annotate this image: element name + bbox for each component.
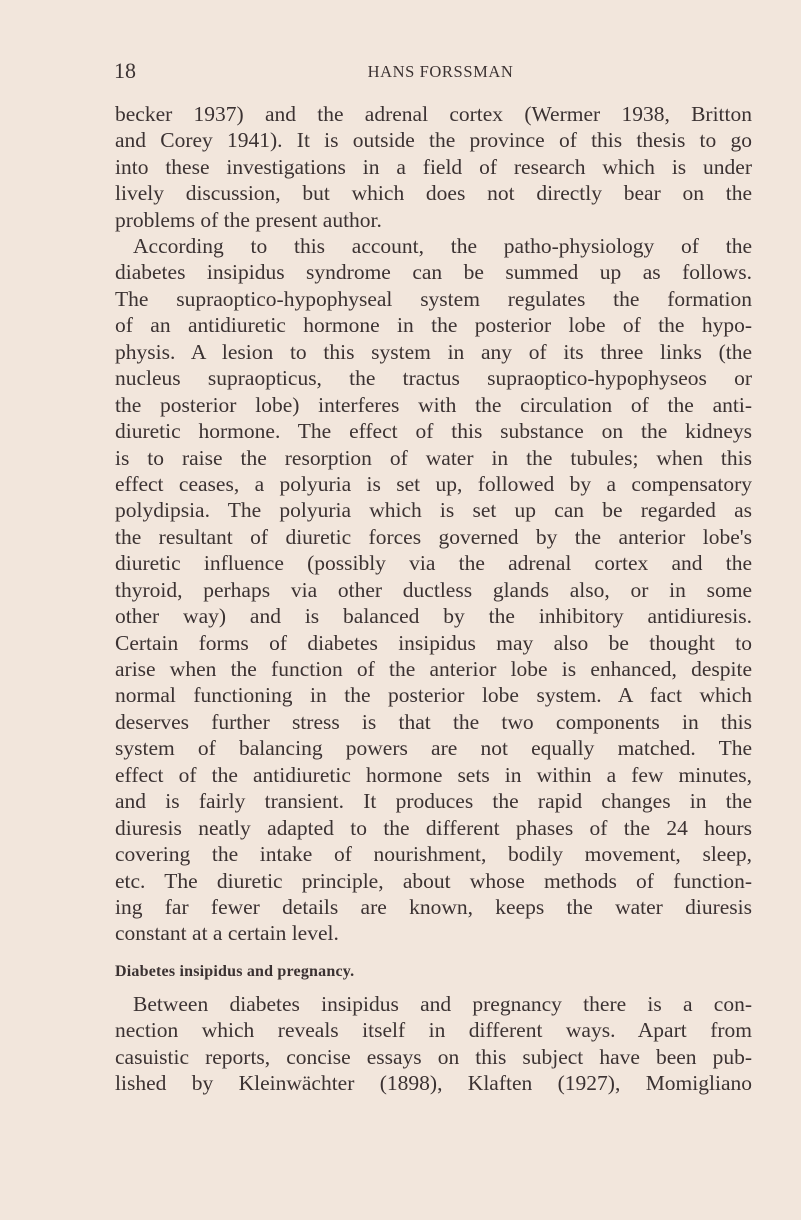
text-line: lished by Kleinwächter (1898), Klaften (1927), Momigliano bbox=[115, 1071, 752, 1096]
text-line: arise when the function of the anterior lobe is enhanced, despite bbox=[115, 657, 752, 681]
text-line: other way) and is balanced by the inhibitory antidiuresis. bbox=[115, 604, 752, 629]
text-line: The supraoptico-hypophyseal system regulates the formation bbox=[115, 286, 752, 311]
text-line: polydipsia. The polyuria which is set up can be regarded as bbox=[115, 498, 752, 523]
paragraph bbox=[115, 991, 752, 1097]
text-line: and is fairly transient. It produces the rapid changes in the bbox=[115, 789, 752, 814]
text-line: According to this account, the patho-physiology of the bbox=[133, 234, 752, 258]
text-line: effect ceases, a polyuria is set up, followed by a compensatory bbox=[115, 471, 752, 496]
page-number: 18 bbox=[114, 58, 136, 83]
text-line: into these investigations in a field of research which is under bbox=[115, 154, 752, 179]
text-line: problems of the present author. bbox=[115, 207, 382, 232]
text-line: lively discussion, but which does not directly bear on the bbox=[115, 181, 752, 206]
text-line: is to raise the resorption of water in the tubules; when this bbox=[115, 445, 752, 470]
text-line: diabetes insipidus syndrome can be summed up as follows. bbox=[115, 260, 752, 285]
text-line: normal functioning in the posterior lobe system. A fact which bbox=[115, 683, 752, 708]
text-line: Between diabetes insipidus and pregnancy there is a con- bbox=[133, 992, 752, 1016]
text-line: diuretic influence (possibly via the adrenal cortex and the bbox=[115, 551, 752, 576]
paragraph bbox=[115, 233, 752, 947]
text-line: becker 1937) and the adrenal cortex (Wermer 1938, Britton bbox=[115, 102, 752, 126]
paragraph bbox=[115, 101, 752, 233]
text-line: effect of the antidiuretic hormone sets in within a few minutes, bbox=[115, 762, 752, 787]
text-line: covering the intake of nourishment, bodily movement, sleep, bbox=[115, 842, 752, 867]
text-line: ing far fewer details are known, keeps the water diuresis bbox=[115, 894, 752, 919]
text-line: casuistic reports, concise essays on this subject have been pub- bbox=[115, 1044, 752, 1069]
text-line: and Corey 1941). It is outside the province of this thesis to go bbox=[115, 128, 752, 153]
section-heading: Diabetes insipidus and pregnancy. bbox=[115, 963, 355, 980]
text-line: Certain forms of diabetes insipidus may also be thought to bbox=[115, 630, 752, 655]
text-line: physis. A lesion to this system in any of its three links (the bbox=[115, 339, 752, 364]
text-line: thyroid, perhaps via other ductless glands also, or in some bbox=[115, 577, 752, 602]
text-line: system of balancing powers are not equally matched. The bbox=[115, 736, 752, 761]
text-line: nucleus supraopticus, the tractus supraoptico-hypophyseos or bbox=[115, 366, 752, 391]
text-line: constant at a certain level. bbox=[115, 921, 339, 946]
text-line: diuretic hormone. The effect of this substance on the kidneys bbox=[115, 419, 752, 444]
text-line: nection which reveals itself in different ways. Apart from bbox=[115, 1018, 752, 1043]
text-line: the posterior lobe) interferes with the circulation of the anti- bbox=[115, 392, 752, 417]
text-line: deserves further stress is that the two components in this bbox=[115, 709, 752, 734]
running-head: HANS FORSSMAN bbox=[367, 62, 514, 81]
text-line: diuresis neatly adapted to the different phases of the 24 hours bbox=[115, 815, 752, 840]
text-line: the resultant of diuretic forces governed by the anterior lobe's bbox=[115, 524, 752, 549]
text-line: etc. The diuretic principle, about whose methods of function- bbox=[115, 868, 752, 893]
text-line: of an antidiuretic hormone in the posterior lobe of the hypo- bbox=[115, 313, 752, 338]
